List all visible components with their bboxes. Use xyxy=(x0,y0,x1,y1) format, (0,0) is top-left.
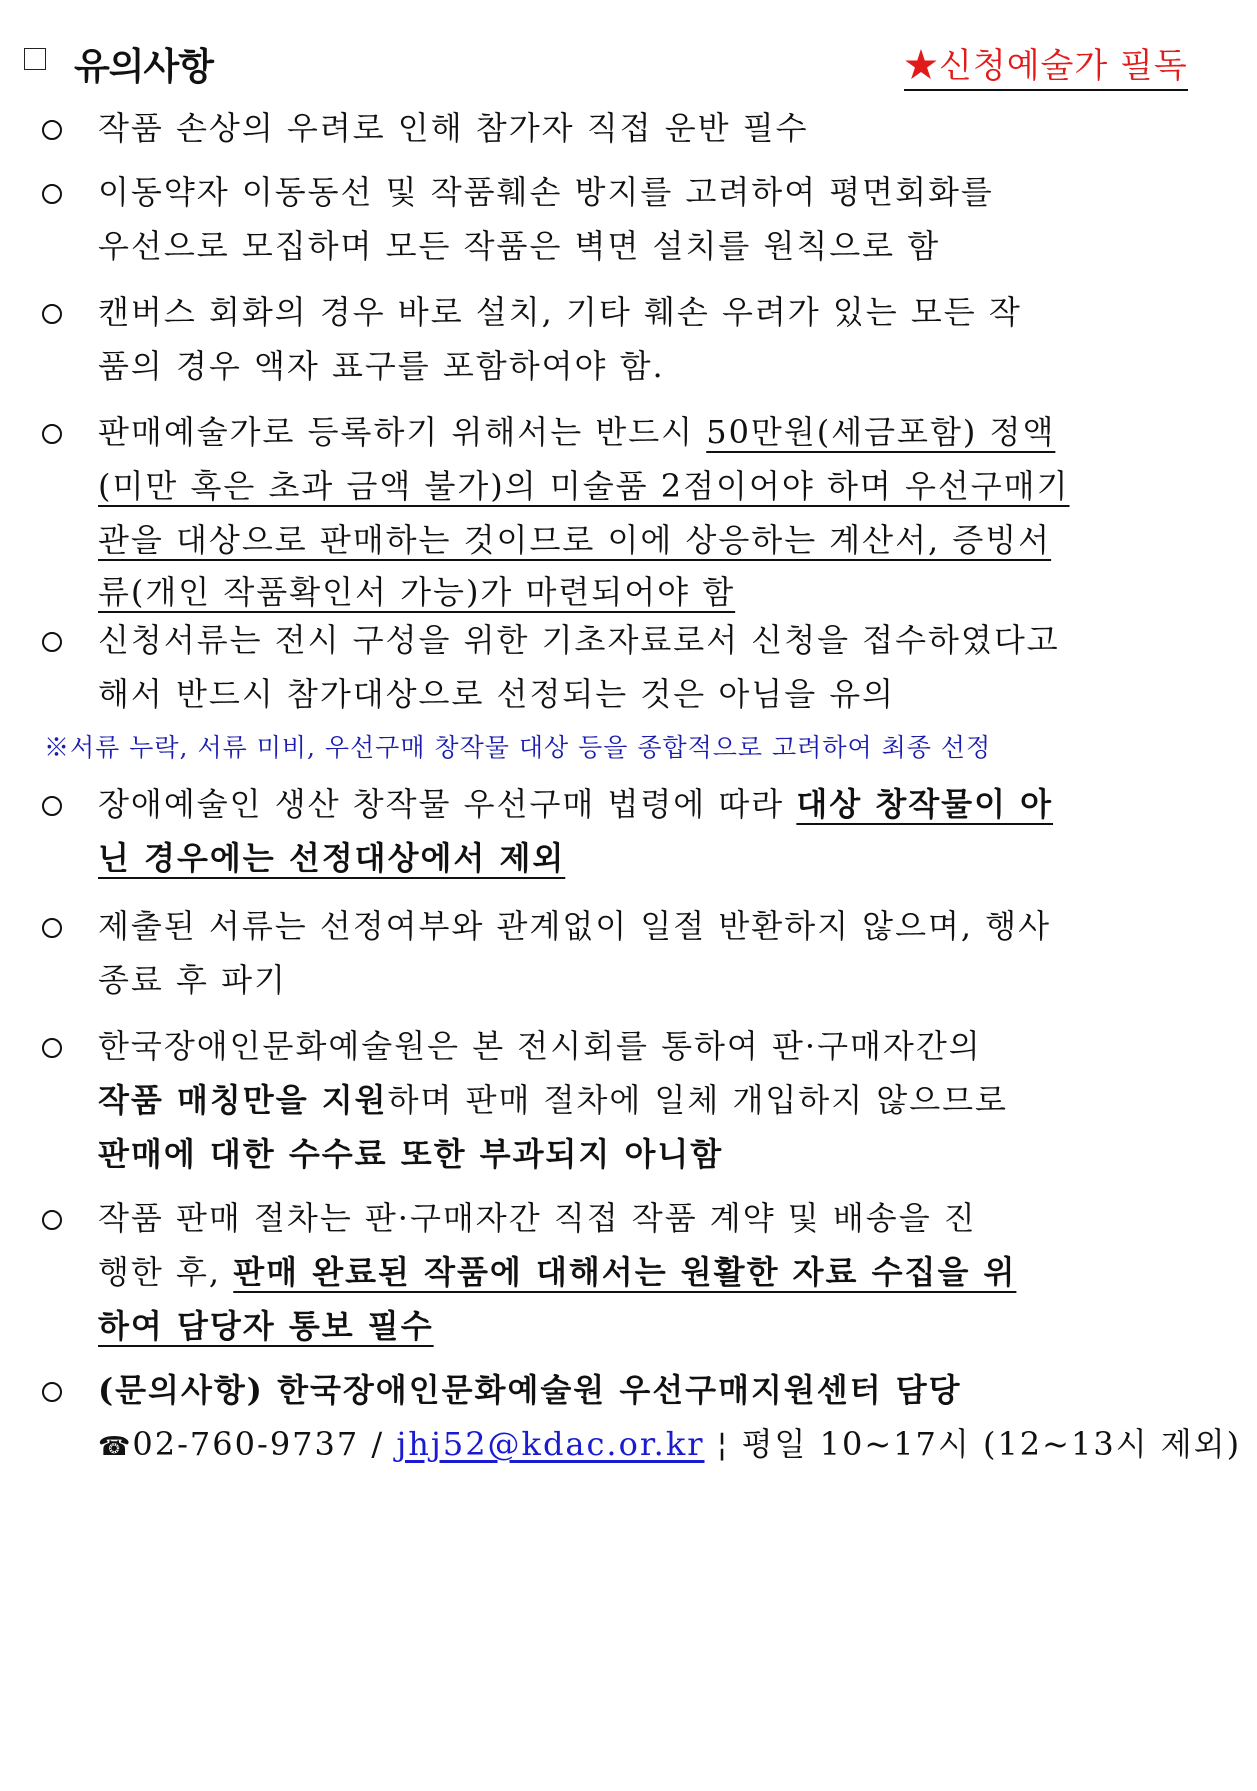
item-text xyxy=(98,784,1053,824)
must-read-badge: ★신청예술가 필독 xyxy=(904,38,1188,91)
telephone-icon: ☎ xyxy=(98,1432,133,1462)
email-link[interactable]: jhj52@kdac.or.kr xyxy=(396,1425,705,1463)
underlined-text: 닌 경우에는 선정대상에서 제외 xyxy=(98,839,566,877)
text-plain: 판매예술가로 등록하기 위해서는 반드시 xyxy=(98,413,707,451)
separator: / xyxy=(359,1425,397,1463)
contact-details xyxy=(98,1424,1241,1467)
item-text: 캔버스 회화의 경우 바로 설치, 기타 훼손 우려가 있는 모든 작 xyxy=(98,293,1022,331)
item-text: 제출된 서류는 선정여부와 관계없이 일절 반환하지 않으며, 행사 xyxy=(98,907,1052,945)
text-plain: 장애예술인 생산 창작물 우선구매 법령에 따라 xyxy=(98,785,797,823)
item-text xyxy=(98,412,1055,452)
underlined-text: (미만 혹은 초과 금액 불가)의 미술품 2점이어야 하며 우선구매기 xyxy=(98,467,1070,505)
text-plain: 하며 판매 절차에 일체 개입하지 않으므로 xyxy=(387,1081,1008,1119)
circle-bullet-icon xyxy=(42,304,62,324)
circle-bullet-icon xyxy=(42,184,62,204)
item-text xyxy=(98,1252,1016,1292)
circle-bullet-icon xyxy=(42,1210,62,1230)
underlined-text: 대상 창작물이 아 xyxy=(796,785,1054,823)
underlined-text: 류(개인 작품확인서 가능)가 마련되어야 함 xyxy=(98,573,736,611)
circle-bullet-icon xyxy=(42,632,62,652)
circle-bullet-icon xyxy=(42,796,62,816)
item-text: 해서 반드시 참가대상으로 선정되는 것은 아님을 유의 xyxy=(98,675,896,713)
circle-bullet-icon xyxy=(42,120,62,140)
text-plain: 행한 후, xyxy=(98,1253,234,1291)
underlined-text: 판매 완료된 작품에 대해서는 원활한 자료 수집을 위 xyxy=(233,1253,1017,1291)
circle-bullet-icon xyxy=(42,1382,62,1402)
section-title: 유의사항 xyxy=(74,45,213,88)
circle-bullet-icon xyxy=(42,918,62,938)
contact-heading: (문의사항) 한국장애인문화예술원 우선구매지원센터 담당 xyxy=(98,1371,962,1409)
item-text: 한국장애인문화예술원은 본 전시회를 통하여 판·구매자간의 xyxy=(98,1027,982,1065)
item-text: 작품 손상의 우려로 인해 참가자 직접 운반 필수 xyxy=(98,109,809,147)
item-text: 신청서류는 전시 구성을 위한 기초자료로서 신청을 접수하였다고 xyxy=(98,621,1060,659)
underlined-text: 하여 담당자 통보 필수 xyxy=(98,1307,434,1345)
phone-number: 02-760-9737 xyxy=(132,1425,360,1463)
item-text: 이동약자 이동동선 및 작품훼손 방지를 고려하여 평면회화를 xyxy=(98,173,994,211)
circle-bullet-icon xyxy=(42,424,62,444)
checkbox-square-icon xyxy=(24,48,46,70)
item-text xyxy=(98,1080,1008,1120)
bold-text: 작품 매칭만을 지원 xyxy=(98,1081,388,1119)
office-hours: ¦ 평일 10~17시 (12~13시 제외) xyxy=(704,1425,1242,1463)
underlined-text: 50만원(세금포함) 정액 xyxy=(706,413,1056,451)
section-header xyxy=(24,36,1224,96)
item-text: 작품 판매 절차는 판·구매자간 직접 작품 계약 및 배송을 진 xyxy=(98,1199,977,1237)
underlined-text: 관을 대상으로 판매하는 것이므로 이에 상응하는 계산서, 증빙서 xyxy=(98,521,1052,559)
selection-note: ※서류 누락, 서류 미비, 우선구매 창작물 대상 등을 종합적으로 고려하여 최종 선정 xyxy=(44,733,992,762)
circle-bullet-icon xyxy=(42,1038,62,1058)
item-text: 우선으로 모집하며 모든 작품은 벽면 설치를 원칙으로 함 xyxy=(98,227,941,265)
item-text: 품의 경우 액자 표구를 포함하여야 함. xyxy=(98,347,665,385)
item-text: 종료 후 파기 xyxy=(98,961,287,999)
bold-text: 판매에 대한 수수료 또한 부과되지 아니함 xyxy=(98,1135,724,1173)
